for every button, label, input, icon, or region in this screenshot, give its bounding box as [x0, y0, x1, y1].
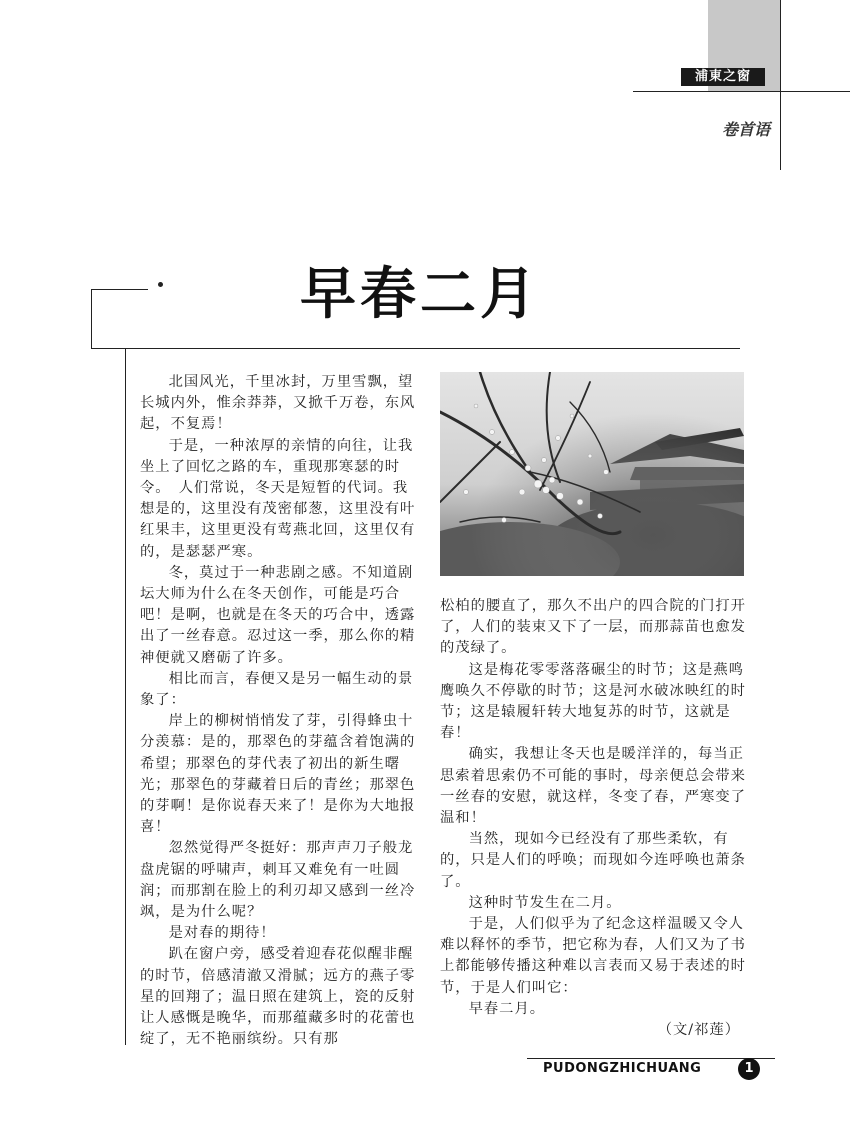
paragraph: 岸上的柳树悄悄发了芽，引得蜂虫十分羡慕：是的，那翠色的芽蕴含着饱满的希望；那翠色的芽代表了初出的新生曙光；那翠色的芽藏着日后的青丝；那翠色的芽啊！是你说春天来了！是你为大地报喜！: [140, 713, 416, 836]
footer-rule: [527, 1058, 775, 1059]
paragraph: 忽然觉得严冬挺好：那声声刀子般龙盘虎锯的呼啸声，刺耳又难免有一吐圆润；而那割在脸上的利刃却又感到一丝冷飒，是为什么呢？: [140, 840, 416, 921]
plum-blossom-photo: [440, 372, 744, 576]
paragraph: 于是，一种浓厚的亲情的向往，让我坐上了回忆之路的车，重现那寒瑟的时令。 人们常说，冬天是短暂的代词。我想是的，这里没有茂密郁葱，这里没有叶红果丰，这里更没有莺燕北回，这里仅有的，是瑟瑟严寒。: [140, 437, 416, 560]
article-title: 早春二月: [300, 262, 540, 327]
paragraph: 这种时节发生在二月。: [468, 894, 622, 911]
title-bullet: [158, 282, 163, 287]
title-rule: [91, 348, 740, 349]
column-rule: [125, 349, 126, 1045]
author-credit: （文/祁莲）: [657, 1022, 740, 1039]
paragraph: 冬，莫过于一种悲剧之感。不知道剧坛大师为什么在冬天创作，可能是巧合吧！是啊，也就是在冬天的巧合中，透露出了一丝春意。忍过这一季，那么你的精神便就又磨砺了许多。: [140, 564, 416, 666]
paragraph: 确实，我想让冬天也是暖洋洋的，每当正思索着思索仍不可能的事时，母亲便总会带来一丝春的安慰，就这样，冬变了春，严寒变了温和！: [440, 746, 746, 827]
paragraph: 是对春的期待！: [168, 925, 276, 942]
paragraph: 这是梅花零零落落碾尘的时节；这是燕鸣鹰唤久不停歇的时节；这是河水破冰映红的时节；这是辕履轩转大地复苏的时节，这就是春！: [440, 661, 746, 742]
footer-magazine-name: PUDONGZHICHUANG: [543, 1061, 702, 1076]
paragraph: 当然，现如今已经没有了那些柔软，有的，只是人们的呼唤；而现如今连呼唤也萧条了。: [440, 831, 746, 890]
paragraph: 松柏的腰直了，那久不出户的四合院的门打开了，人们的装束又下了一层，而那蒜苗也愈发的茂绿了。: [440, 598, 746, 657]
paragraph: 早春二月。: [468, 1000, 546, 1017]
paragraph: 北国风光，千里冰封，万里雪飘，望长城内外，惟余莽莽，又掀千万卷，东风起，不复焉！: [140, 374, 416, 433]
article-column-right: [440, 596, 746, 1041]
title-bracket-top: [91, 289, 148, 290]
magazine-logo: 浦東之窗: [681, 68, 765, 86]
paragraph: 趴在窗户旁，感受着迎春花似醒非醒的时节，倍感清澈又滑腻；远方的燕子零星的回翔了；温日照在建筑上，瓷的反射让人感慨是晚华，而那蕴藏多时的花蕾也绽了，无不艳丽缤纷。只有那: [140, 946, 416, 1048]
page-number: 1: [738, 1058, 760, 1080]
header-vertical-rule: [780, 0, 781, 170]
article-column-left: [140, 372, 416, 1051]
paragraph: 相比而言，春便又是另一幅生动的景象了：: [140, 670, 414, 709]
header-rule: [633, 91, 850, 92]
paragraph: 于是，人们似乎为了纪念这样温暖又令人难以释怀的季节，把它称为春，人们又为了书上都能够传播这种难以言表而又易于表述的时节，于是人们叫它：: [440, 916, 746, 996]
section-label: 卷首语: [721, 120, 770, 139]
title-bracket-left: [91, 289, 92, 348]
